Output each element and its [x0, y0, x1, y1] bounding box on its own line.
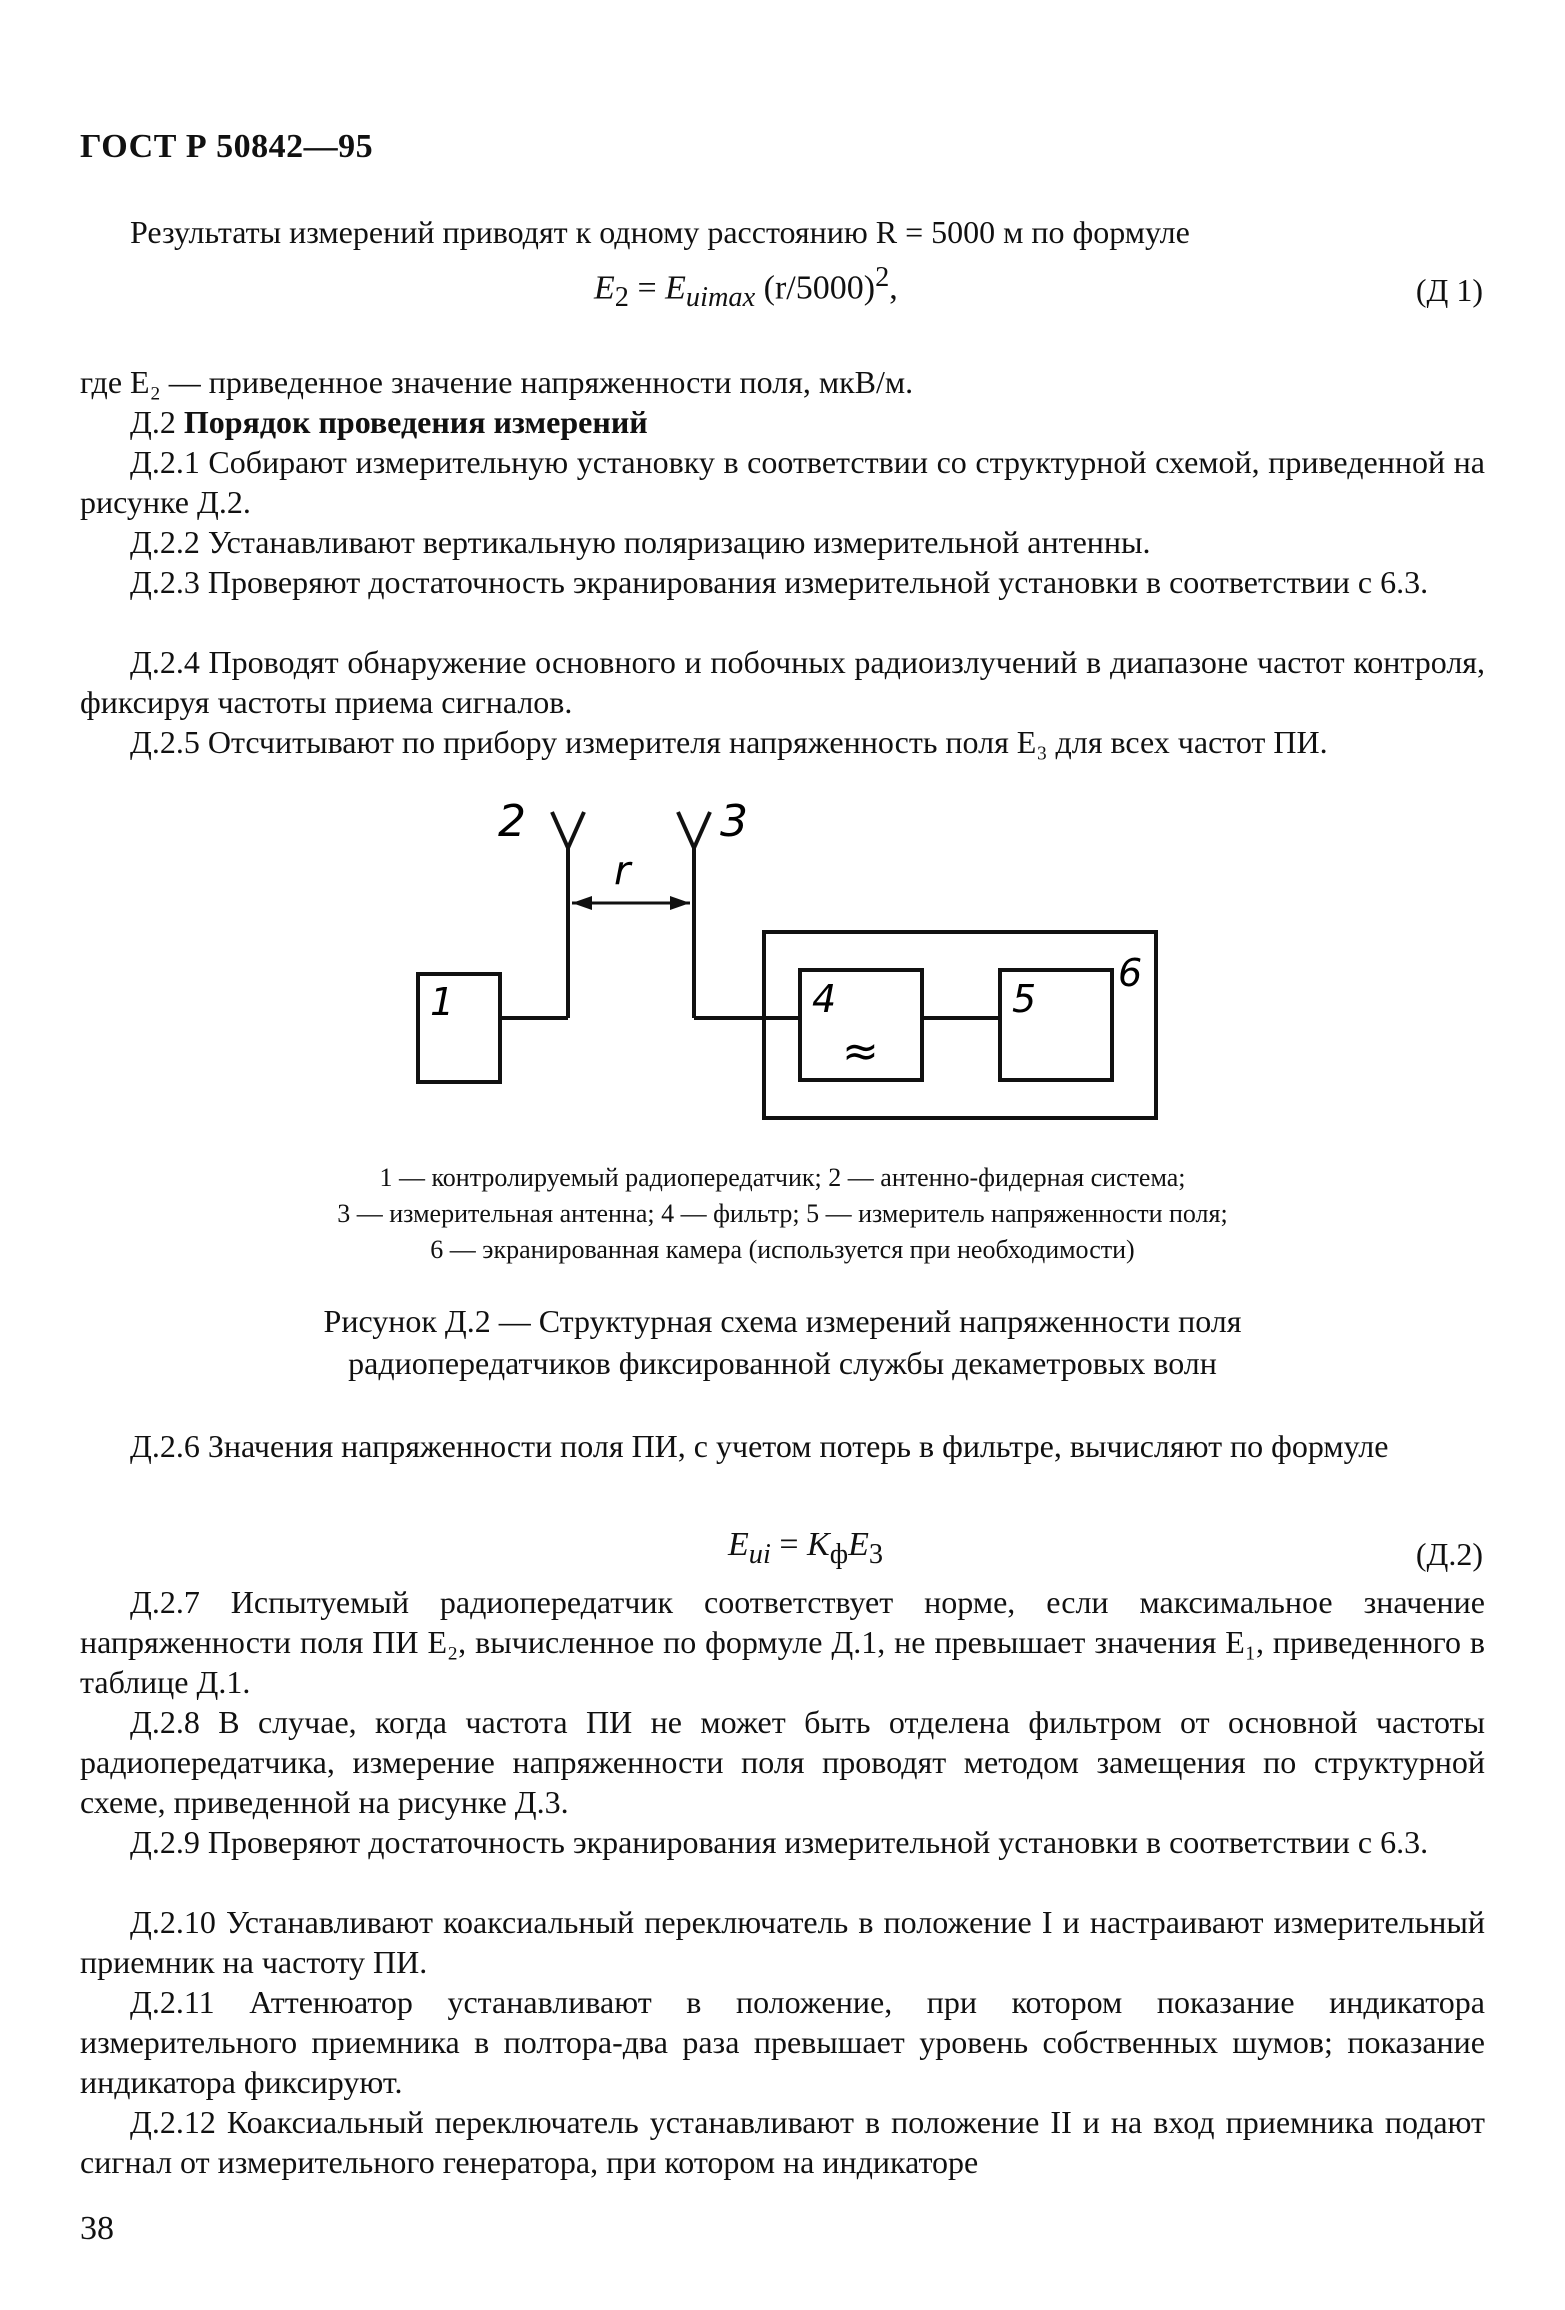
figure-title-line-2: радиопередатчиков фиксированной службы декаметровых волн	[348, 1345, 1217, 1381]
figure-legend-line-3: 6 — экранированная камера (используется при необходимости)	[430, 1235, 1135, 1264]
item-d27: Д.2.7 Испытуемый радиопередатчик соответствует норме, если максимальное значение напряженности поля ПИ E₂, вычисленное по формуле Д.1, не превышает значения E₁, приведенного в таблице Д.1.	[80, 1584, 1485, 1700]
figure-legend-line-1: 1 — контролируемый радиопередатчик; 2 — антенно-фидерная система;	[379, 1163, 1186, 1192]
figure-title-line-1: Рисунок Д.2 — Структурная схема измерений напряженности поля	[323, 1303, 1242, 1339]
item-d212: Д.2.12 Коаксиальный переключатель устанавливают в положение II и на вход приемника подают сигнал от измерительного генератора, при котором на индикаторе	[80, 2104, 1485, 2180]
item-d211: Д.2.11 Аттенюатор устанавливают в положение, при котором показание индикатора измерительного приемника в полтора-два раза превышает уровень собственных шумов; показание индикатора фиксируют.	[80, 1984, 1485, 2100]
box-shielded-chamber	[764, 932, 1156, 1118]
label-antenna-rx: 3	[720, 796, 748, 847]
filter-symbol-icon: ≈	[842, 1026, 879, 1077]
item-d25: Д.2.5 Отсчитывают по прибору измерителя напряженность поля E₃ для всех частот ПИ.	[130, 724, 1328, 760]
formula-d1-number: (Д 1)	[1415, 272, 1483, 308]
label-antenna-tx: 2	[498, 796, 526, 847]
label-box4: 4	[812, 977, 837, 1021]
section-heading: Д.2 Порядок проведения измерений	[130, 404, 648, 440]
label-box1: 1	[430, 980, 455, 1024]
label-box6: 6	[1118, 951, 1143, 995]
item-d28: Д.2.8 В случае, когда частота ПИ не может быть отделена фильтром от основной частоты радиопередатчика, измерение напряженности поля проводят методом замещения по структурной схеме, приведенной на рисунке Д.3.	[80, 1704, 1485, 1820]
document-header: ГОСТ Р 50842—95	[80, 128, 374, 165]
formula-d2: $E_{иi} = K_фE_3$	[728, 1526, 884, 1570]
item-d22: Д.2.2 Устанавливают вертикальную поляризацию измерительной антенны.	[130, 524, 1151, 560]
label-box5: 5	[1012, 977, 1037, 1021]
where-clause: где E₂ — приведенное значение напряженности поля, мкВ/м.	[80, 364, 914, 400]
intro-paragraph: Результаты измерений приводят к одному расстоянию R = 5000 м по формуле	[130, 214, 1190, 250]
item-d24: Д.2.4 Проводят обнаружение основного и побочных радиоизлучений в диапазоне частот контроля, фиксируя частоты приема сигналов.	[80, 644, 1485, 720]
label-distance: r	[614, 848, 631, 894]
item-d23: Д.2.3 Проверяют достаточность экранирования измерительной установки в соответствии с 6.3.	[130, 564, 1429, 600]
item-d26: Д.2.6 Значения напряженности поля ПИ, с учетом потерь в фильтре, вычисляют по формуле	[130, 1428, 1389, 1464]
page-number: 38	[80, 2210, 114, 2247]
figure-legend-line-2: 3 — измерительная антенна; 4 — фильтр; 5 — измеритель напряженности поля;	[337, 1199, 1228, 1228]
item-d21: Д.2.1 Собирают измерительную установку в соответствии со структурной схемой, приведенной на рисунке Д.2.	[80, 444, 1485, 520]
formula-d1: $E_2 = E_{иimax}$ $(r/5000)^2$,	[594, 262, 898, 314]
distance-arrow	[572, 896, 690, 910]
item-d210: Д.2.10 Устанавливают коаксиальный переключатель в положение I и настраивают измерительный приемник на частоту ПИ.	[80, 1904, 1485, 1980]
item-d29: Д.2.9 Проверяют достаточность экранирования измерительной установки в соответствии с 6.3.	[130, 1824, 1429, 1860]
formula-d2-number: (Д.2)	[1415, 1536, 1483, 1572]
